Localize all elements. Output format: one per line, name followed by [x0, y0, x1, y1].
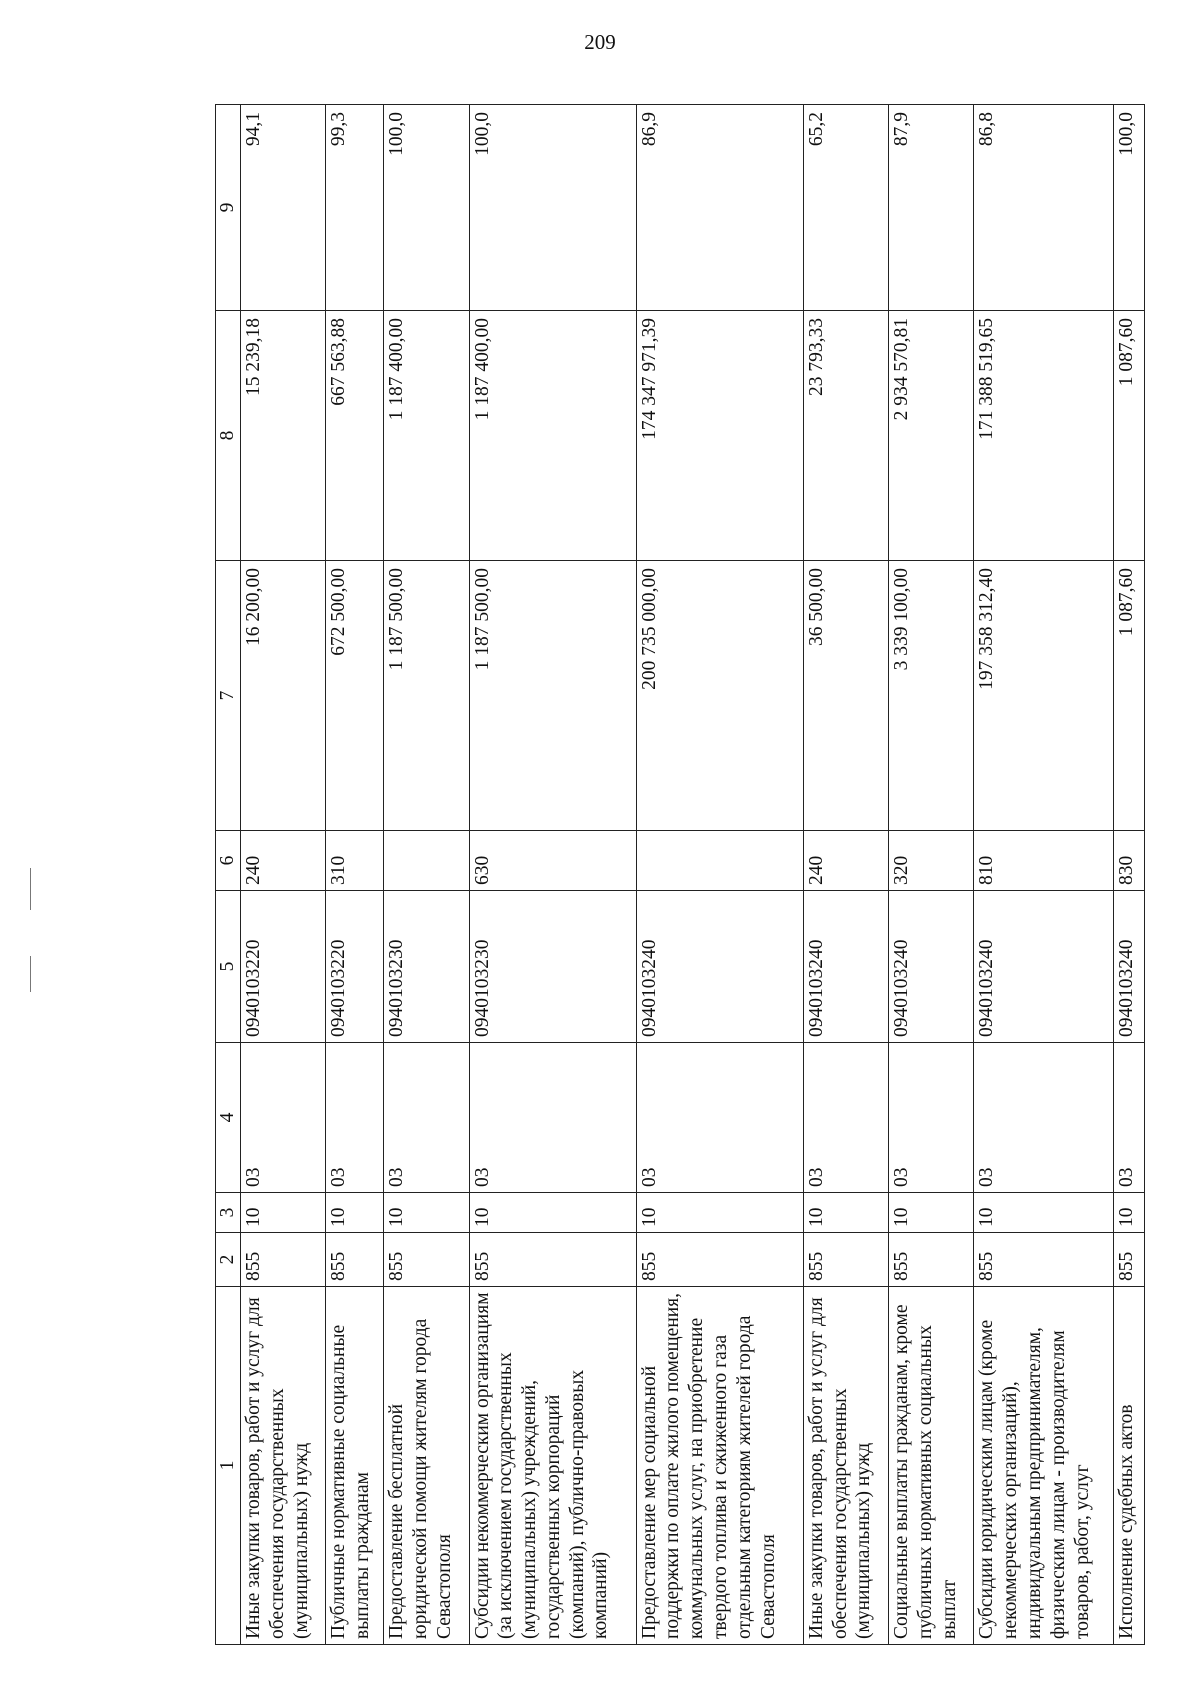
cell-col-4: 03: [974, 1043, 1114, 1193]
cell-col-9: 87,9: [889, 105, 974, 311]
cell-col-6: [384, 831, 469, 891]
table-row: [889, 105, 974, 1645]
cell-col-7: 36 500,00: [803, 561, 888, 831]
cell-col-5: 0940103220: [241, 891, 326, 1043]
cell-col-4: 03: [384, 1043, 469, 1193]
scan-margin-mark: [30, 956, 31, 992]
cell-col-3: 10: [974, 1193, 1114, 1233]
cell-col-5: 0940103240: [803, 891, 888, 1043]
column-header: 6: [216, 831, 241, 891]
cell-col-8: 1 187 400,00: [384, 311, 469, 561]
table-row: [469, 105, 636, 1645]
cell-col-3: 10: [889, 1193, 974, 1233]
row-name: Предоставление мер социальной поддержки по оплате жилого помещения, коммунальных услуг, на приобретение твердого топлива и сжиженного газа отдельным категориям жителей города Севастополя: [636, 1287, 803, 1645]
table-row: [636, 105, 803, 1645]
cell-col-7: 16 200,00: [241, 561, 326, 831]
cell-col-3: 10: [1114, 1193, 1145, 1233]
rotated-table-wrapper: [215, 105, 1145, 1645]
cell-col-6: 240: [803, 831, 888, 891]
cell-col-8: 171 388 519,65: [974, 311, 1114, 561]
column-header: 4: [216, 1043, 241, 1193]
cell-col-3: 10: [384, 1193, 469, 1233]
cell-col-7: 3 339 100,00: [889, 561, 974, 831]
cell-col-2: 855: [803, 1233, 888, 1287]
cell-col-8: 667 563,88: [326, 311, 384, 561]
cell-col-2: 855: [326, 1233, 384, 1287]
cell-col-4: 03: [636, 1043, 803, 1193]
cell-col-9: 100,0: [384, 105, 469, 311]
cell-col-5: 0940103240: [889, 891, 974, 1043]
cell-col-7: 672 500,00: [326, 561, 384, 831]
cell-col-9: 65,2: [803, 105, 888, 311]
cell-col-9: 99,3: [326, 105, 384, 311]
table-row: [384, 105, 469, 1645]
cell-col-2: 855: [889, 1233, 974, 1287]
budget-table: [215, 104, 1145, 1645]
cell-col-4: 03: [1114, 1043, 1145, 1193]
cell-col-6: 310: [326, 831, 384, 891]
row-name: Публичные нормативные социальные выплаты гражданам: [326, 1287, 384, 1645]
table-row: [1114, 105, 1145, 1645]
cell-col-7: 1 087,60: [1114, 561, 1145, 831]
row-name: Субсидии некоммерческим организациям (за исключением государственных (муниципальных) учреждений, государственных корпораций (компаний), публично-правовых компаний): [469, 1287, 636, 1645]
cell-col-6: 240: [241, 831, 326, 891]
cell-col-8: 1 087,60: [1114, 311, 1145, 561]
cell-col-5: 0940103230: [469, 891, 636, 1043]
column-header: 7: [216, 561, 241, 831]
cell-col-7: 197 358 312,40: [974, 561, 1114, 831]
cell-col-5: 0940103230: [384, 891, 469, 1043]
cell-col-3: 10: [326, 1193, 384, 1233]
cell-col-9: 100,0: [1114, 105, 1145, 311]
cell-col-8: 2 934 570,81: [889, 311, 974, 561]
cell-col-4: 03: [326, 1043, 384, 1193]
scan-margin-mark: [30, 868, 31, 910]
row-name: Предоставление бесплатной юридической помощи жителям города Севастополя: [384, 1287, 469, 1645]
cell-col-9: 86,9: [636, 105, 803, 311]
cell-col-6: 320: [889, 831, 974, 891]
column-header: 5: [216, 891, 241, 1043]
cell-col-7: 200 735 000,00: [636, 561, 803, 831]
cell-col-5: 0940103220: [326, 891, 384, 1043]
row-name: Субсидии юридическим лицам (кроме некоммерческих организаций), индивидуальным предпринимателям, физическим лицам - производителям товаров, работ, услуг: [974, 1287, 1114, 1645]
cell-col-2: 855: [636, 1233, 803, 1287]
cell-col-6: [636, 831, 803, 891]
cell-col-5: 0940103240: [1114, 891, 1145, 1043]
cell-col-6: 830: [1114, 831, 1145, 891]
row-name: Иные закупки товаров, работ и услуг для обеспечения государственных (муниципальных) нужд: [241, 1287, 326, 1645]
table-row: [326, 105, 384, 1645]
column-header: 1: [216, 1287, 241, 1645]
cell-col-3: 10: [636, 1193, 803, 1233]
cell-col-2: 855: [974, 1233, 1114, 1287]
cell-col-9: 86,8: [974, 105, 1114, 311]
cell-col-4: 03: [469, 1043, 636, 1193]
cell-col-3: 10: [803, 1193, 888, 1233]
cell-col-4: 03: [889, 1043, 974, 1193]
cell-col-4: 03: [803, 1043, 888, 1193]
cell-col-5: 0940103240: [974, 891, 1114, 1043]
cell-col-8: 23 793,33: [803, 311, 888, 561]
cell-col-8: 15 239,18: [241, 311, 326, 561]
row-name: Иные закупки товаров, работ и услуг для обеспечения государственных (муниципальных) нужд: [803, 1287, 888, 1645]
cell-col-6: 630: [469, 831, 636, 891]
column-header: 8: [216, 311, 241, 561]
table-row: [974, 105, 1114, 1645]
page-number: 209: [584, 30, 616, 54]
cell-col-9: 94,1: [241, 105, 326, 311]
cell-col-7: 1 187 500,00: [469, 561, 636, 831]
cell-col-2: 855: [241, 1233, 326, 1287]
cell-col-7: 1 187 500,00: [384, 561, 469, 831]
cell-col-8: 1 187 400,00: [469, 311, 636, 561]
column-header: 3: [216, 1193, 241, 1233]
table-row: [241, 105, 326, 1645]
cell-col-5: 0940103240: [636, 891, 803, 1043]
cell-col-9: 100,0: [469, 105, 636, 311]
table-row: [803, 105, 888, 1645]
column-header: 9: [216, 105, 241, 311]
cell-col-8: 174 347 971,39: [636, 311, 803, 561]
cell-col-2: 855: [1114, 1233, 1145, 1287]
cell-col-6: 810: [974, 831, 1114, 891]
row-name: Социальные выплаты гражданам, кроме публичных нормативных социальных выплат: [889, 1287, 974, 1645]
cell-col-2: 855: [384, 1233, 469, 1287]
cell-col-4: 03: [241, 1043, 326, 1193]
cell-col-2: 855: [469, 1233, 636, 1287]
cell-col-3: 10: [469, 1193, 636, 1233]
table-header-row: [216, 105, 241, 1645]
cell-col-3: 10: [241, 1193, 326, 1233]
column-header: 2: [216, 1233, 241, 1287]
row-name: Исполнение судебных актов: [1114, 1287, 1145, 1645]
